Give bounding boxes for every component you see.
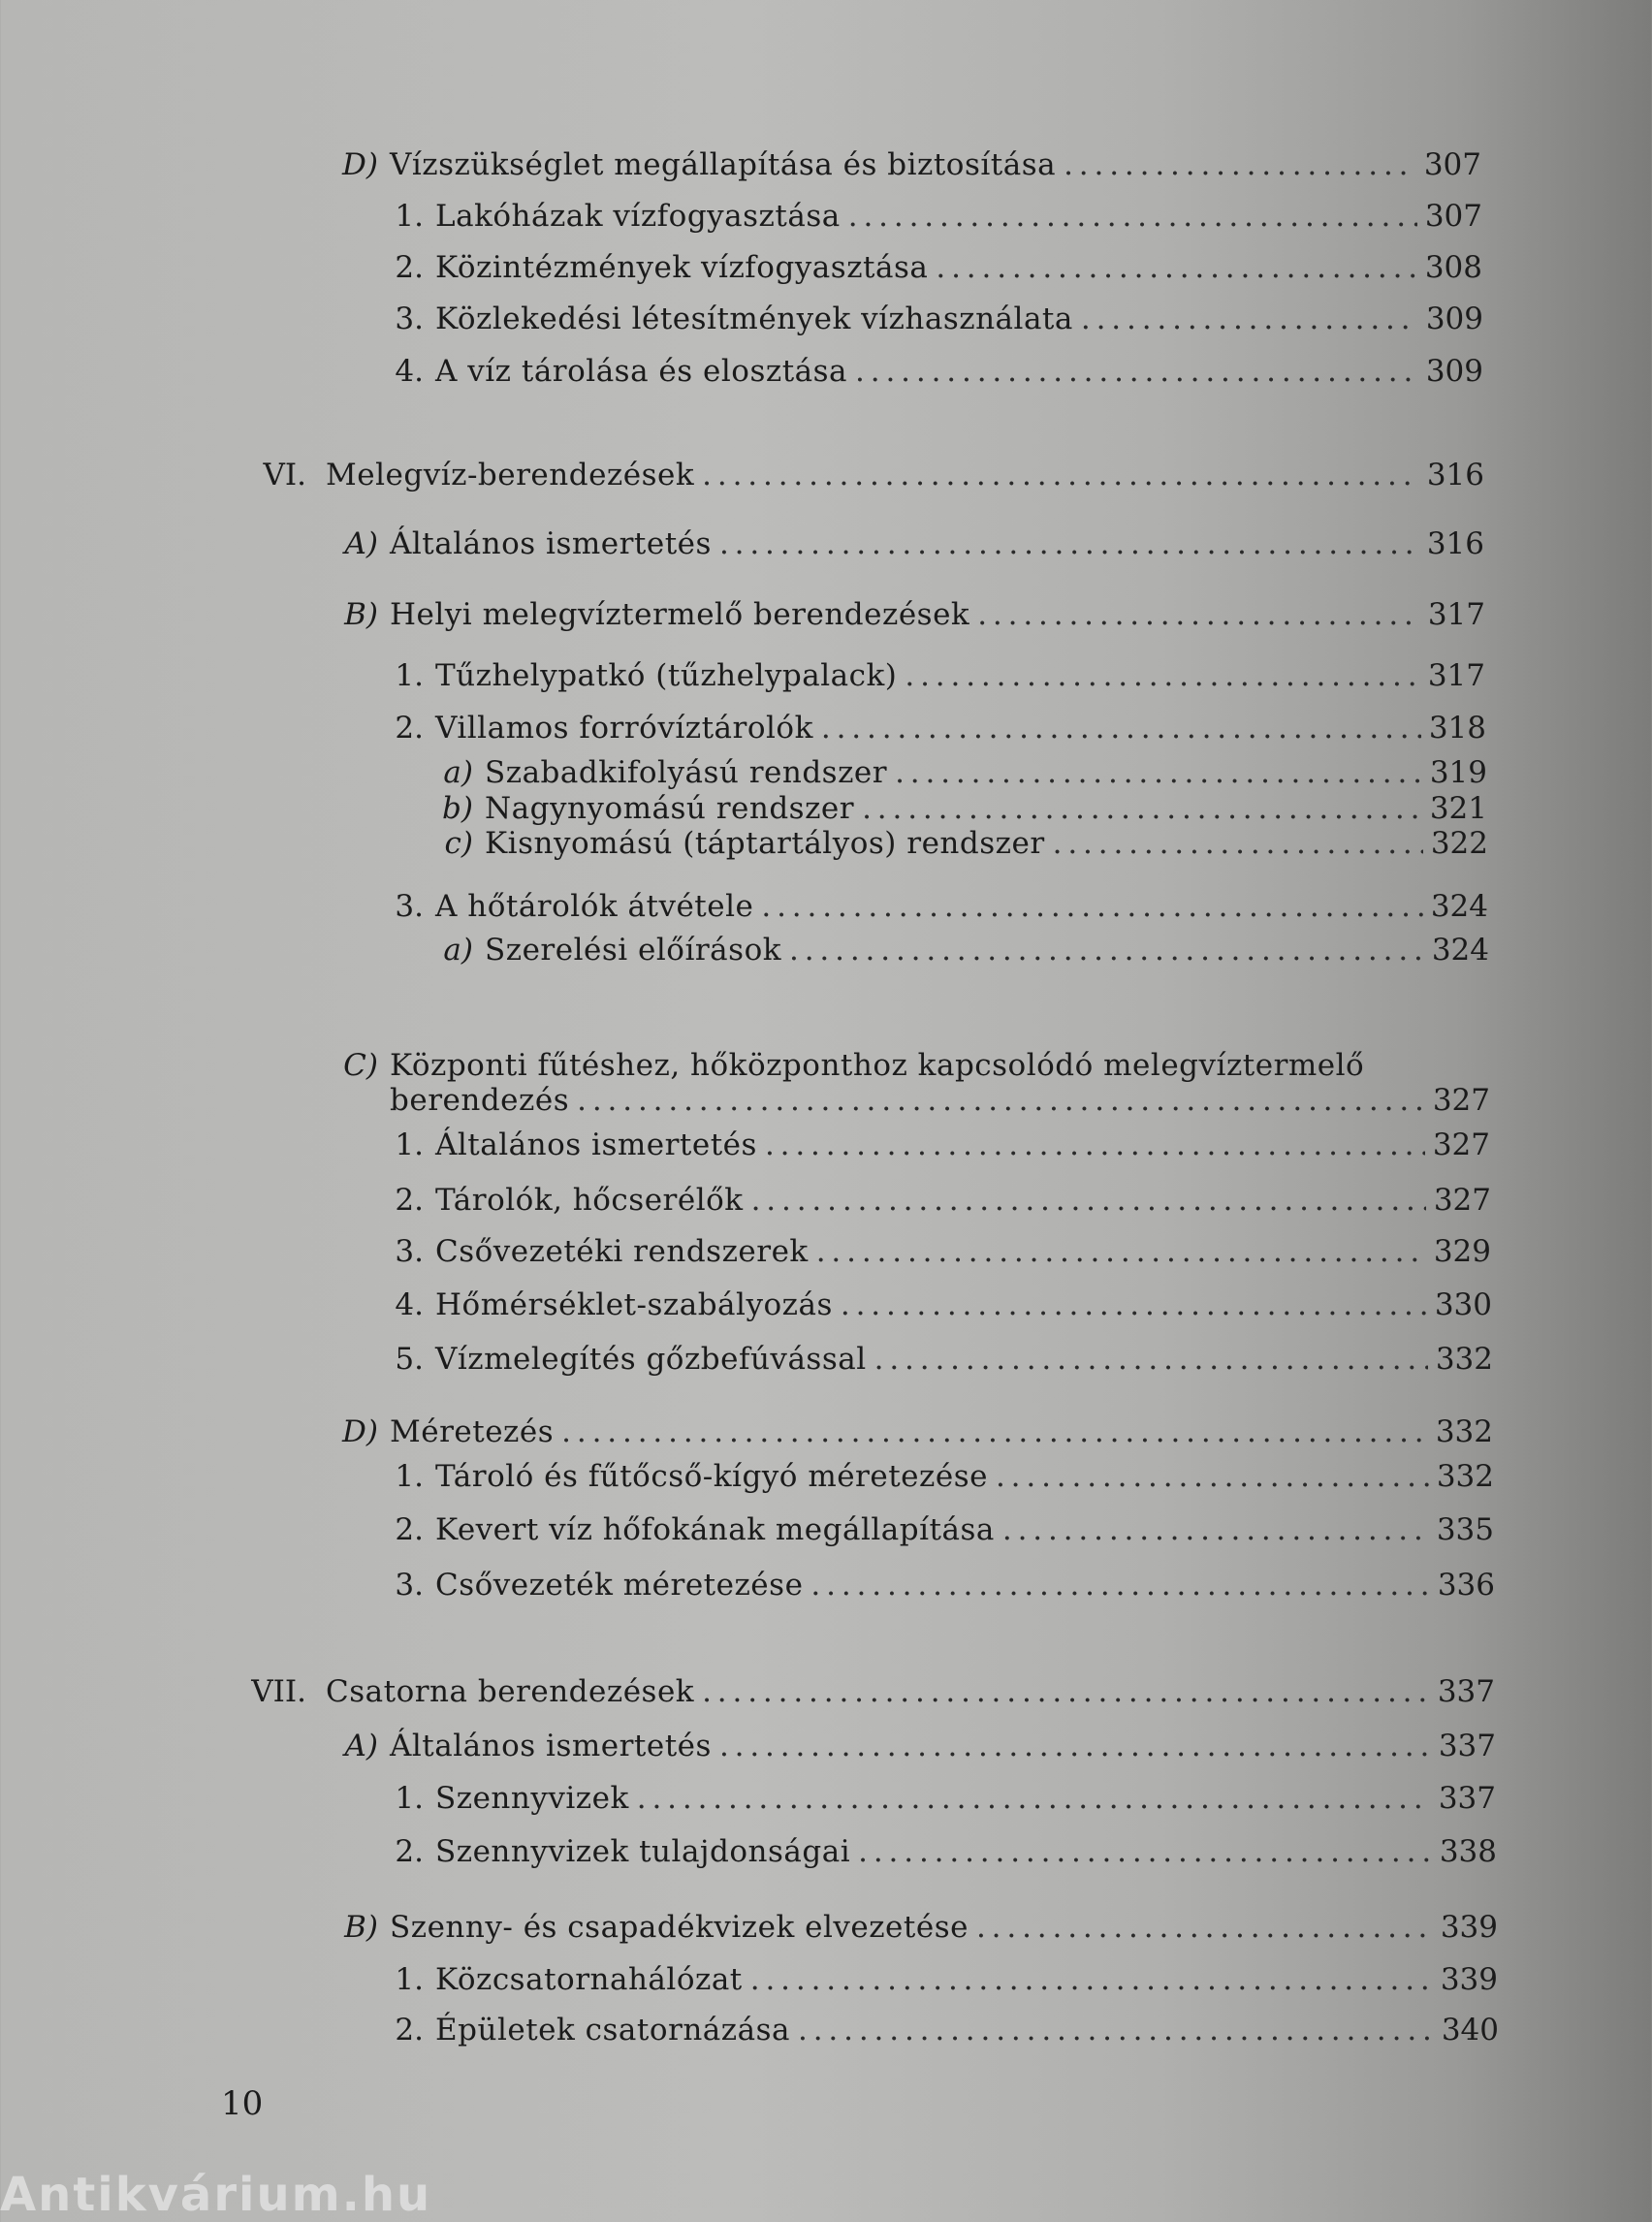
entry-page: 332 (1435, 1342, 1493, 1377)
entry-marker: VI. (263, 458, 306, 492)
dot-leader (848, 199, 1417, 234)
entry-marker: 1. (395, 1459, 424, 1494)
entry-marker: 1. (395, 1127, 424, 1162)
toc-entry (395, 2013, 1499, 2055)
entry-marker: A) (344, 526, 378, 561)
entry-title: Tűzhelypatkó (tűzhelypalack) (435, 658, 898, 693)
toc-entry (395, 1234, 1491, 1277)
entry-page: 309 (1425, 302, 1483, 336)
toc-entry (395, 1781, 1496, 1824)
entry-marker: 2. (395, 250, 424, 285)
page-number: 10 (221, 2084, 264, 2123)
entry-title: Kisnyomású (táptartályos) rendszer (485, 826, 1045, 861)
entry-title: Nagynyomású rendszer (485, 791, 855, 826)
dot-leader (1002, 1512, 1429, 1547)
entry-title: Csővezetéki rendszerek (435, 1234, 809, 1269)
toc-entry (395, 711, 1486, 753)
dot-leader (561, 1414, 1428, 1449)
entry-title: Általános ismertetés (435, 1127, 757, 1162)
entry-marker: 5. (395, 1342, 424, 1377)
dot-leader (789, 933, 1424, 968)
entry-page: 340 (1441, 2013, 1499, 2047)
entry-title: Csővezeték méretezése (435, 1568, 804, 1603)
entry-title: Általános ismertetés (390, 526, 712, 561)
entry-marker: D) (342, 147, 378, 182)
toc-entry (395, 1512, 1494, 1555)
entry-title: Épületek csatornázása (435, 2013, 790, 2047)
entry-marker: b) (442, 791, 473, 826)
entry-page: 318 (1428, 711, 1486, 746)
entry-page: 307 (1423, 147, 1481, 182)
entry-page: 308 (1424, 250, 1482, 285)
dot-leader (719, 526, 1419, 561)
dot-leader (751, 1183, 1426, 1218)
entry-title: Szenny- és csapadékvizek elvezetése (390, 1910, 969, 1945)
entry-page: 337 (1438, 1781, 1496, 1816)
entry-page: 319 (1429, 755, 1487, 790)
dot-leader (798, 2013, 1434, 2047)
entry-title: A hőtárolók átvétele (435, 889, 754, 924)
entry-title: Szennyvizek (435, 1781, 629, 1816)
entry-page: 327 (1432, 1127, 1490, 1162)
toc-entry (395, 1287, 1492, 1330)
entry-title: Hőmérséklet-szabályozás (435, 1287, 833, 1322)
entry-title: Közcsatornahálózat (435, 1962, 743, 1997)
entry-page: 336 (1437, 1568, 1495, 1603)
dot-leader (936, 250, 1416, 285)
entry-title: Általános ismertetés (390, 1729, 712, 1763)
entry-marker: 1. (395, 658, 424, 693)
entry-title: Kevert víz hőfokának megállapítása (435, 1512, 995, 1547)
entry-title: Méretezés (390, 1414, 555, 1449)
toc-entry (263, 458, 1484, 500)
entry-marker: 2. (395, 1834, 424, 1869)
dot-leader (855, 354, 1418, 389)
entry-marker: 3. (395, 302, 424, 336)
entry-page: 337 (1437, 1674, 1495, 1709)
toc-entry (443, 933, 1489, 975)
dot-leader (761, 889, 1422, 924)
entry-page: 327 (1433, 1183, 1491, 1218)
dot-leader (702, 458, 1419, 492)
entry-page: 329 (1433, 1234, 1491, 1269)
entry-page: 317 (1427, 658, 1485, 693)
entry-title: Közlekedési létesítmények vízhasználata (435, 302, 1073, 336)
entry-page: 309 (1425, 354, 1483, 389)
entry-marker: 1. (395, 1781, 424, 1816)
dot-leader (905, 658, 1419, 693)
dot-leader (874, 1342, 1428, 1377)
entry-marker: B) (344, 597, 378, 632)
dot-leader (858, 1834, 1432, 1869)
dot-leader (1064, 147, 1416, 182)
toc-entry (344, 597, 1485, 640)
entry-marker: C) (343, 1048, 378, 1083)
entry-title: A víz tárolása és elosztása (435, 354, 848, 389)
toc-entry (395, 250, 1482, 293)
dot-leader (810, 1568, 1429, 1603)
toc-entry (395, 199, 1482, 241)
entry-marker: a) (443, 755, 473, 790)
entry-page: 338 (1439, 1834, 1497, 1869)
entry-page: 327 (1432, 1083, 1490, 1118)
entry-title: Vízmelegítés gőzbefúvással (435, 1342, 867, 1377)
entry-title: Melegvíz-berendezések (326, 458, 695, 492)
entry-marker: 2. (395, 1183, 424, 1218)
dot-leader (862, 791, 1422, 826)
entry-title: Lakóházak vízfogyasztása (435, 199, 841, 234)
dot-leader (577, 1083, 1425, 1118)
entry-marker: 3. (395, 1568, 424, 1603)
dot-leader (1081, 302, 1418, 336)
dot-leader (1053, 826, 1423, 861)
toc-entry (344, 1729, 1496, 1771)
toc-entry (342, 1414, 1493, 1457)
entry-page: 316 (1426, 458, 1484, 492)
toc-entry (390, 1083, 1490, 1126)
dot-leader (765, 1127, 1425, 1162)
entry-title: Helyi melegvíztermelő berendezések (390, 597, 970, 632)
entry-title: Csatorna berendezések (326, 1674, 695, 1709)
toc-entry (395, 1834, 1497, 1877)
dot-leader (841, 1287, 1427, 1322)
entry-page: 307 (1424, 199, 1482, 234)
entry-marker: 1. (395, 1962, 424, 1997)
entry-page: 339 (1440, 1962, 1498, 1997)
dot-leader (816, 1234, 1426, 1269)
entry-page: 339 (1440, 1910, 1498, 1945)
entry-title: Tárolók, hőcserélők (435, 1183, 744, 1218)
entry-page: 321 (1429, 791, 1487, 826)
entry-title: Villamos forróvíztárolók (435, 711, 813, 746)
toc-entry (251, 1674, 1495, 1717)
entry-title: Vízszükséglet megállapítása és biztosítása (390, 147, 1057, 182)
entry-page: 337 (1438, 1729, 1496, 1763)
entry-marker: 4. (395, 1287, 424, 1322)
entry-page: 322 (1430, 826, 1488, 861)
entry-page: 332 (1436, 1459, 1494, 1494)
dot-leader (821, 711, 1421, 746)
toc-entry (342, 147, 1481, 190)
dot-leader (895, 755, 1422, 790)
entry-marker: A) (344, 1729, 378, 1763)
toc-entry (395, 302, 1483, 344)
entry-title: Szerelési előírások (485, 933, 782, 968)
dot-leader (977, 597, 1420, 632)
toc-entry (344, 526, 1484, 569)
entry-page: 317 (1427, 597, 1485, 632)
dot-leader (702, 1674, 1430, 1709)
toc-entry (395, 1568, 1495, 1610)
entry-page: 324 (1430, 889, 1488, 924)
toc-entry (395, 354, 1483, 397)
entry-title: Közintézmények vízfogyasztása (435, 250, 929, 285)
entry-marker: c) (444, 826, 473, 861)
entry-marker: a) (443, 933, 473, 968)
entry-page: 316 (1426, 526, 1484, 561)
entry-page: 332 (1435, 1414, 1493, 1449)
dot-leader (976, 1910, 1433, 1945)
entry-marker: 4. (395, 354, 424, 389)
toc-entry (395, 1962, 1498, 2005)
entry-page: 330 (1434, 1287, 1492, 1322)
entry-title: Központi fűtéshez, hőközponthoz kapcsolódó melegvíztermelő (390, 1048, 1365, 1083)
entry-page: 335 (1436, 1512, 1494, 1547)
entry-title: Szabadkifolyású rendszer (485, 755, 888, 790)
dot-leader (750, 1962, 1433, 1997)
dot-leader (996, 1459, 1429, 1494)
entry-marker: VII. (251, 1674, 306, 1709)
toc-entry (395, 1459, 1494, 1502)
entry-marker: 3. (395, 889, 424, 924)
toc-entry (395, 889, 1488, 932)
entry-marker: 2. (395, 711, 424, 746)
dot-leader (719, 1729, 1431, 1763)
entry-marker: 2. (395, 2013, 424, 2047)
toc-entry (395, 1183, 1491, 1225)
entry-title: Tároló és fűtőcső-kígyó méretezése (435, 1459, 988, 1494)
entry-title: berendezés (390, 1083, 570, 1118)
entry-marker: 3. (395, 1234, 424, 1269)
toc-entry (395, 1127, 1490, 1170)
toc-entry (395, 1342, 1493, 1384)
dot-leader (637, 1781, 1431, 1816)
toc-entry (444, 826, 1488, 869)
entry-marker: 1. (395, 199, 424, 234)
toc-entry (344, 1910, 1498, 1952)
entry-marker: 2. (395, 1512, 424, 1547)
entry-title: Szennyvizek tulajdonságai (435, 1834, 851, 1869)
watermark: Antikvárium.hu (0, 2168, 432, 2222)
entry-marker: B) (344, 1910, 378, 1945)
toc-entry (395, 658, 1485, 701)
entry-marker: D) (342, 1414, 378, 1449)
entry-page: 324 (1431, 933, 1489, 968)
